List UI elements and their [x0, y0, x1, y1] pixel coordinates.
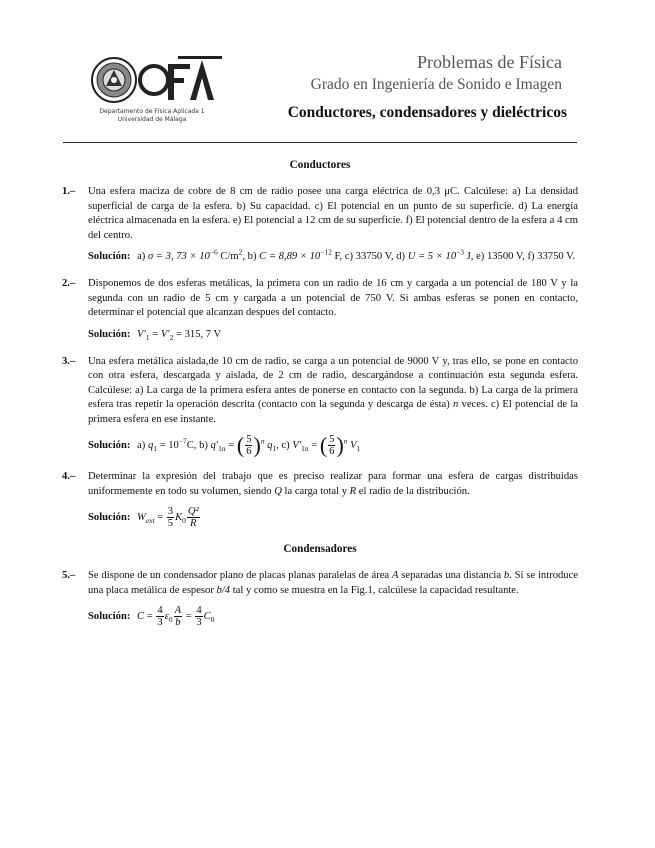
- solution-math: C: [137, 611, 145, 623]
- problem-text: [88, 470, 578, 499]
- right-paren: ): [336, 432, 344, 458]
- solution-exponent: −6: [209, 247, 218, 257]
- solution-label: Solución:: [88, 611, 131, 623]
- solution-exponent: −3: [456, 247, 465, 257]
- solution-math: C = 8,89 × 10: [259, 251, 321, 263]
- solution-math: σ = 3, 73 × 10: [147, 251, 210, 263]
- solution-unit: C/m: [217, 251, 239, 263]
- problem-number: 5.–: [62, 570, 76, 582]
- solution-operator: =: [149, 328, 161, 340]
- solution: [88, 247, 578, 264]
- solution-math: q: [267, 440, 273, 452]
- solution-subscript: 1n: [218, 444, 226, 454]
- solution: [88, 328, 578, 342]
- solution-math: U = 5 × 10: [407, 251, 457, 263]
- solution-subscript: 1: [272, 444, 277, 454]
- solution-value: = 10: [156, 440, 179, 452]
- solution-math: C: [203, 611, 211, 623]
- solution-operator: =: [154, 511, 166, 523]
- solution-subscript: 1: [153, 444, 157, 454]
- fraction-denominator: 3: [196, 617, 202, 629]
- solution-label: Solución:: [88, 440, 131, 452]
- solution-subscript: 0: [210, 615, 215, 625]
- problem-variable: Q: [274, 485, 282, 497]
- document-title: Problemas de Física: [417, 52, 562, 72]
- solution-exponent: 2: [238, 247, 243, 257]
- section-heading-condensadores: Condensadores: [283, 542, 357, 555]
- fraction-numerator: A: [174, 605, 182, 617]
- logo-caption-university: Universidad de Málaga: [117, 116, 187, 123]
- problem-text-part: Determinar la expresión del trabajo que es preciso realizar para formar una esfera de cargas distribuidas uniformemente en todo su volumen, siendo: [88, 471, 578, 497]
- solution-label: Solución:: [88, 511, 131, 523]
- solution-part: , b): [242, 251, 257, 263]
- solution-operator: =: [144, 611, 156, 623]
- problem-1: [62, 185, 578, 264]
- solution-subscript: 1: [145, 332, 150, 342]
- fraction-denominator: 5: [167, 517, 174, 529]
- solution: [88, 605, 578, 628]
- solution-exponent: −7: [178, 436, 187, 446]
- solution: [88, 506, 578, 529]
- fraction-numerator: 5: [246, 434, 252, 446]
- solution-exponent: −12: [320, 247, 332, 257]
- problem-number: 2.–: [62, 278, 76, 290]
- problem-text: [88, 355, 578, 427]
- solution-subscript: 1: [356, 444, 361, 454]
- problem-text: [88, 569, 578, 598]
- problem-list: [62, 158, 578, 641]
- problem-text-part: el radio de la distribución.: [356, 485, 470, 497]
- fraction: [195, 605, 202, 628]
- solution-subscript: ext: [145, 515, 155, 525]
- fa-monogram-icon: [138, 54, 222, 106]
- problem-text-part: separadas una distancia: [398, 570, 504, 582]
- fraction-denominator: 6: [246, 446, 252, 458]
- fraction: [174, 605, 182, 628]
- solution-exponent: n: [343, 436, 348, 446]
- problem-text-part: Una esfera metálica aislada,de 10 cm de radio, se carga a un potencial de 9000 V y, tras ello, se pone en contacto con otra esfera, descargada y aislada, de 2 cm de radio, descargándose a continuación esta segunda esfera. Calcúlese: a) La carga de la primera esfera antes de ponerse en contacto con la segunda. b) La carga de la primera esfera tras repetir la operación descrita (contacto con la segunda y descarga de ésta): [88, 356, 578, 411]
- solution-value: = 315, 7 V: [173, 328, 222, 340]
- solution-operator: =: [225, 440, 237, 452]
- fraction-denominator: 6: [329, 446, 335, 458]
- left-paren: (: [319, 432, 328, 458]
- solution-math: W: [137, 511, 146, 523]
- solution-label: Solución:: [88, 251, 131, 263]
- problem-4: [62, 470, 578, 529]
- solution-unit: F, c) 33750 V, d): [331, 251, 406, 263]
- solution-part: a): [137, 251, 146, 263]
- solution-math: q′: [210, 440, 219, 452]
- solution-operator: =: [183, 611, 195, 623]
- solution-unit: J, e) 13500 V, f) 33750 V.: [464, 251, 576, 263]
- fraction-numerator: Q²: [187, 505, 199, 517]
- problem-variable: n: [453, 399, 459, 411]
- solution-part: , c): [276, 440, 293, 452]
- fraction-numerator: 5: [329, 434, 335, 446]
- solution-part: a): [137, 440, 148, 452]
- problem-text: Una esfera maciza de cobre de 8 cm de radio posee una carga eléctrica de 0,3 μC. Calcúlese: a) La densidad superficial de carga de la esfera. b) Su capacidad. c) El potencial en un punto de su superficie. d) La energía eléctrica almacenada en la esfera. e) El potencial a 12 cm de su superficie. f) El potencial dentro de la esfera a 4 cm del centro.: [88, 186, 578, 241]
- solution-operator: =: [308, 440, 320, 452]
- topic-title: Conductores, condensadores y dieléctricos: [287, 104, 567, 121]
- solution-math: V′: [160, 328, 170, 340]
- solution-math: ε: [164, 611, 169, 623]
- logo-caption-department: Departamento de Física Aplicada 1: [99, 108, 205, 115]
- solution-unit: C, b): [186, 440, 211, 452]
- problem-text: Disponemos de dos esferas metálicas, la primera con un radio de 16 cm y cargada a un potencial de 180 V y la segunda con un radio de 5 cm y cargada a un potencial de 750 V. Si ambas esferas se ponen en contacto, determinar el potencial que alcanzan despues del contacto.: [88, 278, 578, 319]
- left-paren: (: [236, 432, 245, 458]
- problem-text-part: la carga total y: [281, 485, 350, 497]
- problem-number: 3.–: [62, 356, 76, 368]
- degree-name: Grado en Ingeniería de Sonido e Imagen: [310, 76, 562, 93]
- problem-2: [62, 277, 578, 342]
- fraction-numerator: 4: [157, 605, 163, 617]
- fraction: [187, 506, 200, 529]
- university-seal-icon: [90, 56, 138, 104]
- problem-variable: A: [391, 570, 399, 582]
- problem-text-part: veces. c) El potencial de la primera esfera en ese instante.: [88, 399, 578, 425]
- fraction: [156, 605, 163, 628]
- solution-subscript: 2: [169, 332, 174, 342]
- problem-text-part: tal y como se muestra en la Fig.1, calcúlese la capacidad resultante.: [230, 584, 519, 596]
- problem-variable: R: [349, 485, 357, 497]
- problem-text-part: Se dispone de un condensador plano de placas planas paralelas de área: [88, 570, 392, 582]
- fraction-denominator: 3: [157, 617, 163, 629]
- fraction: [245, 434, 252, 457]
- solution-math: K: [175, 511, 183, 523]
- solution-exponent: n: [260, 436, 265, 446]
- problem-number: 1.–: [62, 186, 76, 198]
- solution: [88, 434, 578, 457]
- problem-text-part: . Si se introduce una placa metálica de espesor: [88, 570, 578, 596]
- section-heading-conductores: Conductores: [289, 159, 351, 171]
- problem-number: 4.–: [62, 471, 76, 483]
- fraction: [167, 506, 174, 529]
- problem-variable: b/4: [216, 584, 231, 596]
- solution-subscript: 0: [182, 515, 186, 525]
- department-logo: [82, 52, 222, 132]
- fraction: [328, 434, 335, 457]
- right-paren: ): [253, 432, 261, 458]
- solution-math: V′: [137, 328, 146, 340]
- solution-subscript: 0: [168, 615, 173, 625]
- fraction-numerator: 4: [196, 605, 202, 617]
- fraction-numerator: 3: [167, 505, 174, 517]
- header-divider: [63, 142, 577, 143]
- solution-math: V′: [292, 440, 302, 452]
- solution-math: V: [350, 440, 357, 452]
- fraction-denominator: b: [175, 617, 181, 629]
- problem-3: [62, 355, 578, 457]
- solution-label: Solución:: [88, 328, 131, 340]
- solution-math: q: [147, 440, 154, 452]
- fraction-denominator: R: [190, 517, 197, 529]
- solution-subscript: 1n: [301, 444, 309, 454]
- problem-5: [62, 569, 578, 628]
- problem-variable: b: [503, 570, 510, 582]
